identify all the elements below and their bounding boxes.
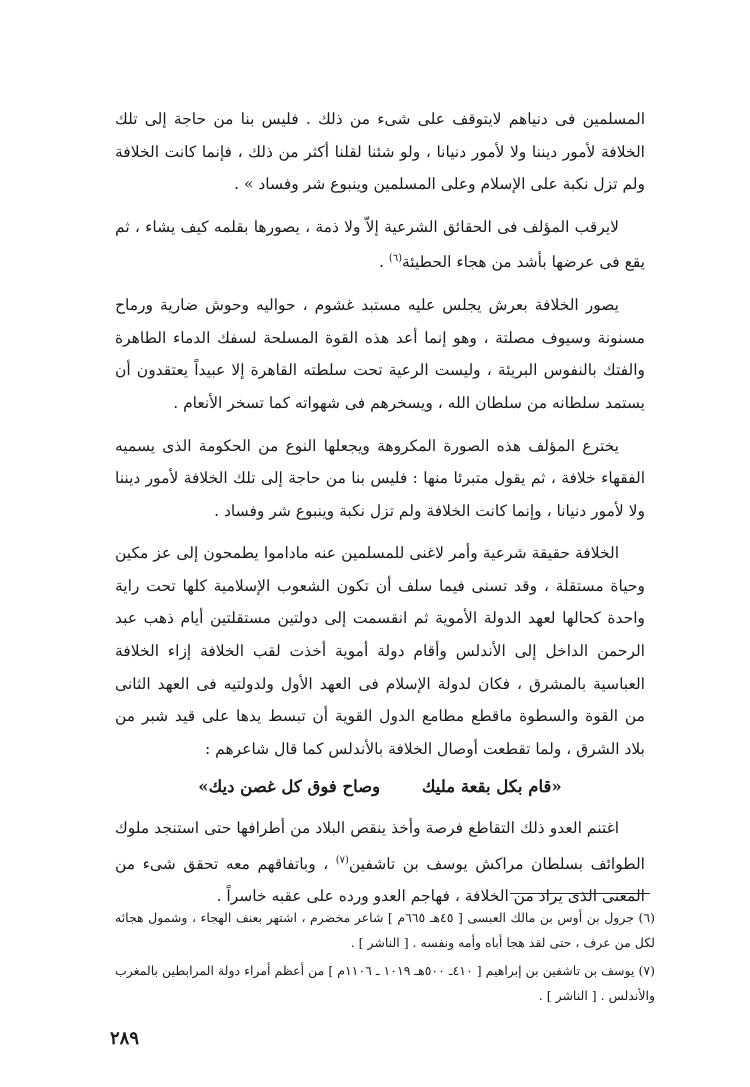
footnote-6: (٦) جرول بن أوس بن مالك العبسى [ ٤٥هـ ٦٦٥م ] شاعر مخضرم ، اشتهر بعنف الهجاء ، وشمول هجائه لكل من عرف ، حتى لقد هجا أباه وأمه ونفسه . [ الناشر ] . [115, 910, 655, 950]
footnotes [115, 905, 655, 1011]
paragraph-continuation: المسلمين فى دنياهم لايتوقف على شىء من ذلك . فليس بنا من حاجة إلى تلك الخلافة لأمور ديننا ولا لأمور دنيانا ، ولو شئنا لقلنا أكثر من ذلك ، فإنما كانت الخلافة ولم تزل نكبة على الإسلام وعلى المسلمين وينبوع شر وفساد » . [115, 110, 645, 194]
footnote-7: (٧) يوسف بن تاشفين بن إبراهيم [ ٤١٠ـ ٥٠٠هـ ١٠١٩ ـ ١١٠٦م ] من أعظم أمراء دولة المرابطين بالمغرب والأندلس . [ الناشر ] . [115, 963, 655, 1003]
footnote-ref-7: (٧) [335, 854, 349, 866]
footnote-ref-6: (٦) [388, 253, 402, 265]
paragraph-caliphate-history: الخلافة حقيقة شرعية وأمر لاغنى للمسلمين عنه ماداموا يطمحون إلى عز مكين وحياة مستقلة ، وقد تسنى فيما سلف أن تكون الشعوب الإسلامية كلها تحت راية واحدة كحالها لعهد الدولة الأموية ثم انقسمت إلى دولتين مستقلتين أيام ذهب عبد الرحمن الداخل إلى الأندلس وأقام دولة أموية أخذت لقب الخلافة إزاء الخلافة العباسية بالمشرق ، فكان لدولة الإسلام فى العهد الأول ولدولتيه فى العهد الثانى من القوة والسطوة ماقطع مطامع الدول القوية أن تبسط يدها على قيد شبر من بلاد الشرق ، ولما تقطعت أوصال الخلافة بالأندلس كما قال شاعرهم : [115, 544, 645, 758]
main-text [115, 103, 645, 923]
footnote-separator [510, 893, 650, 894]
paragraph-author-critique: لايرقب المؤلف فى الحقائق الشرعية إلاّ ولا ذمة ، يصورها بقلمه كيف يشاء ، ثم يقع فى عرضها بأشد من هجاء الحطيئة$^{(٦)}$ . [115, 217, 645, 272]
page-number: ٢٨٩ [110, 1028, 140, 1049]
paragraph-throne-image: يصور الخلافة بعرش يجلس عليه مستبد غشوم ، حواليه وحوش ضارية ورماح مسنونة وسيوف مصلتة ، وهو إنما أعد هذه القوة المسلحة لسفك الدماء الطاهرة والفتك بالنفوس البريئة ، وليست الرعية تحت سلطته القاهرة إلا عبيداً يعتقدون أن يستمد سلطانه من سلطان الله ، ويسخرهم فى شهواته كما تسخر الأنعام . [115, 296, 645, 412]
paragraph-closing: اغتنم العدو ذلك التقاطع فرصة وأخذ ينقص البلاد من أطرافها حتى استنجد ملوك الطوائف بسلطان مراكش يوسف بن تاشفين$^{(٧)}$ ، وباتفاقهم معه تحقق شىء من المعنى الذى يراد من الخلافة ، فهاجم العدو ورده على عقبه خاسراً . [115, 819, 645, 906]
verse-hemistich-first: «قام بكل بقعة مليك [421, 777, 562, 797]
poem-verse [115, 771, 645, 804]
verse-hemistich-second: وصاح فوق كل غصن ديك» [198, 777, 381, 797]
paragraph-invented-image: يخترع المؤلف هذه الصورة المكروهة ويجعلها النوع من الحكومة الذى يسميه الفقهاء خلافة ، ثم يقول متبرئا منها : فليس بنا من حاجة إلى تلك الخلافة لأمور ديننا ولا لأمور دنيانا ، وإنما كانت الخلافة ولم تزل نكبة وينبوع شر وفساد . [115, 436, 645, 520]
